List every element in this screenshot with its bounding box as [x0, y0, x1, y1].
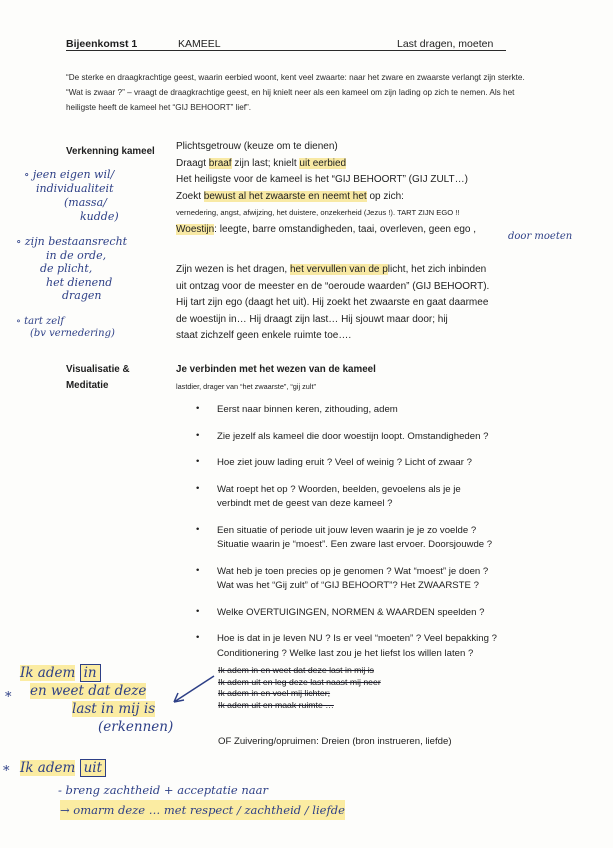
theme-label: Last dragen, moeten	[397, 38, 494, 50]
highlight: het vervullen van de p	[289, 264, 388, 275]
bullet-marker: •	[196, 564, 200, 576]
text-line: Woestijn: leegte, barre omstandigheden, taai, overleven, geen ego ,	[176, 223, 477, 235]
section-title-visualisatie: Visualisatie &	[66, 364, 130, 375]
list-item: • Zie jezelf als kameel die door woestijn loopt. Omstandigheden ?	[196, 430, 556, 445]
bullet-marker: •	[196, 429, 200, 441]
handnote-eigen-wil: ∘ jeen eigen wil/ individualiteit (massa/ kudde)	[24, 168, 119, 223]
breath-lines	[218, 665, 381, 711]
handnote-bestaansrecht: ∘ zijn bestaansrecht in de orde, de plicht, het dienend dragen	[16, 235, 128, 302]
breath-line: Ik adem uit en maak ruimte …	[218, 699, 334, 710]
text-line: Zoekt bewust al het zwaarste en neemt het op zich:	[176, 190, 404, 202]
bullet-marker: •	[196, 632, 200, 643]
text-line: Hij tart zijn ego (daagt het uit). Hij zoekt het zwaarste en gaat daarmee	[176, 297, 489, 308]
arrow-icon	[168, 672, 218, 712]
highlight: bewust al het zwaarste en neemt het	[203, 190, 367, 202]
animal-label: KAMEEL	[178, 38, 221, 50]
meditation-bullets	[196, 403, 556, 673]
wezen-paragraph	[176, 262, 489, 345]
highlight: uit eerbied	[299, 157, 347, 169]
list-item: • Hoe is dat in je leven NU ? Is er veel “moeten” ? Veel bepakking ? Conditionering ? Welke last zou je het liefst los willen laten ?	[196, 632, 556, 661]
text-line: vernedering, angst, afwijzing, het duistere, onzekerheid (Jezus !). TART ZIJN EGO !!	[176, 208, 460, 217]
handnote-omarm: → omarm deze … met respect / zachtheid / liefde	[60, 800, 345, 820]
breath-line: Ik adem in en voel mij lichter;	[218, 688, 331, 698]
star-mark: *	[5, 690, 12, 705]
text-line: Zijn wezen is het dragen, het vervullen van de plicht, het zich inbinden	[176, 264, 487, 275]
list-item: • Wat roept het op ? Woorden, beelden, gevoelens als je je verbindt met de geest van deze kameel ?	[196, 483, 556, 512]
section-title-verkenning: Verkenning kameel	[66, 146, 155, 157]
handnote-door-moeten: door moeten	[508, 231, 573, 242]
handnote-tart-zelf: ∘ tart zelf (bv vernedering)	[16, 316, 115, 339]
bullet-marker: •	[196, 605, 200, 617]
section-title-meditatie: Meditatie	[66, 380, 109, 391]
bullet-marker: •	[196, 403, 200, 414]
bullet-marker: •	[196, 482, 200, 494]
list-item: • Wat heb je toen precies op je genomen ? Wat “moest” je doen ? Wat was het “Gij zult” of “GIJ BEHOORT”? Het ZWAARSTE ?	[196, 565, 556, 594]
verkenning-lines	[176, 139, 476, 238]
handnote-breng-zachtheid: - breng zachtheid + acceptatie naar	[58, 783, 268, 797]
of-line: OF Zuivering/opruimen: Dreien (bron instrueren, liefde)	[218, 736, 452, 747]
bullet-marker: •	[196, 523, 200, 535]
list-item: • Een situatie of periode uit jouw leven waarin je je zo voelde ? Situatie waarin je “moest”. Een zware last ervoer. Doorsjouwde ?	[196, 524, 556, 553]
bullet-marker: •	[196, 456, 200, 467]
intro-quote: “De sterke en draagkrachtige geest, waarin eerbied woont, kent veel zwaarte: naar het zware en zwaarste verlangt zijn sterkte. “Wat is zwaar ?” – vraagt de draagkrachtige geest, en hij knielt neer als een kameel om zijn lading op zich te nemen. Als het heiligste heeft de kameel het “GIJ BEHOORT” lief”.	[66, 73, 525, 112]
header-underline	[66, 50, 506, 51]
handnote-adem-uit: Ik adem uit	[20, 758, 106, 778]
highlight: braaf	[208, 157, 232, 169]
breath-line: Ik adem in en weet dat deze last in mij is	[218, 665, 374, 675]
breath-line: Ik adem uit en leg deze last naast mij neer	[218, 676, 381, 687]
text-line: Draagt braaf zijn last; knielt uit eerbied	[176, 157, 347, 169]
text-line: de woestijn in… Hij draagt zijn last… Hij sjouwt maar door; hij	[176, 313, 448, 325]
text-line: Plichtsgetrouw (keuze om te dienen)	[176, 141, 338, 152]
text-line: staat zichzelf geen enkele ruimte toe….	[176, 330, 352, 341]
visualisatie-heading: Je verbinden met het wezen van de kameel	[176, 364, 376, 375]
session-label: Bijeenkomst 1	[66, 38, 138, 50]
list-item: • Welke OVERTUIGINGEN, NORMEN & WAARDEN speelden ?	[196, 606, 556, 621]
text-line: Het heiligste voor de kameel is het “GIJ BEHOORT” (GIJ ZULT…)	[176, 174, 468, 185]
visualisatie-subtitle: lastdier, drager van “het zwaarste”, “gij zult”	[176, 382, 316, 391]
list-item: • Eerst naar binnen keren, zithouding, adem	[196, 403, 556, 418]
highlight: Woestijn	[176, 223, 215, 235]
list-item: • Hoe ziet jouw lading eruit ? Veel of weinig ? Licht of zwaar ?	[196, 456, 556, 471]
handnote-adem-in: Ik adem in en weet dat deze last in mij is (erkennen)	[20, 665, 174, 735]
text-line: uit ontzag voor de meester en de “oeroude waarden” (GIJ BEHOORT).	[176, 280, 490, 292]
star-mark: *	[3, 764, 10, 779]
